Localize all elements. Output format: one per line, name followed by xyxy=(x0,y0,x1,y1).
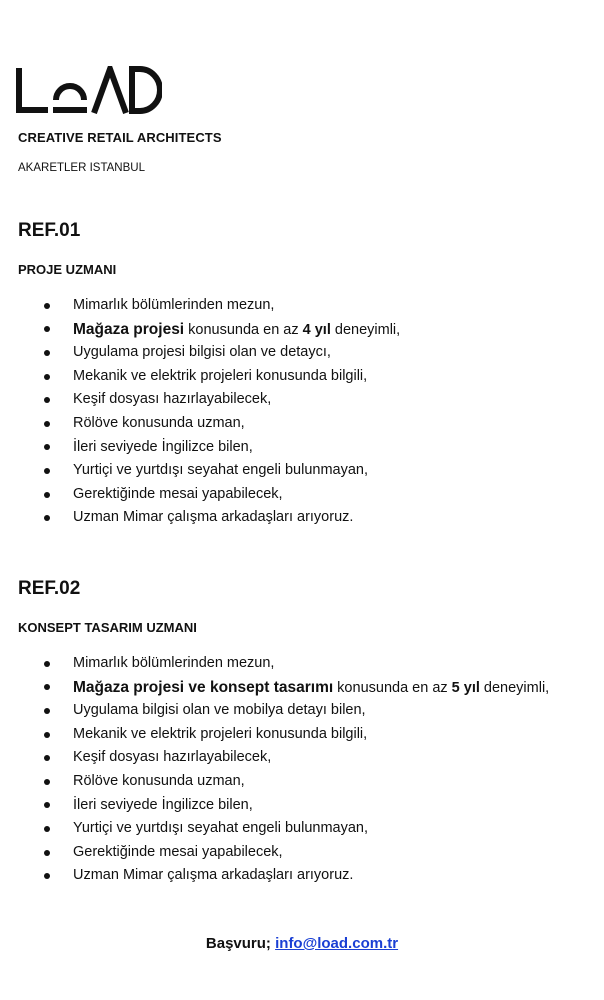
list-item-text: İleri seviyede İngilizce bilen, xyxy=(73,438,253,455)
list-item xyxy=(0,817,604,841)
list-item-text: Uygulama projesi bilgisi olan ve detaycı, xyxy=(73,344,331,361)
bullet-icon xyxy=(44,850,50,856)
list-item-text: Uzman Mimar çalışma arkadaşları arıyoruz. xyxy=(73,509,354,526)
company-name: CREATIVE RETAIL ARCHITECTS xyxy=(18,130,222,145)
apply-line xyxy=(0,935,604,952)
ref1-requirements-list xyxy=(0,294,604,530)
list-item xyxy=(0,652,604,676)
list-item xyxy=(0,746,604,770)
list-item-text: Keşif dosyası hazırlayabilecek, xyxy=(73,749,272,766)
bullet-icon xyxy=(44,826,50,832)
bullet-icon xyxy=(44,661,50,667)
bullet-icon xyxy=(44,468,50,474)
list-item xyxy=(0,506,604,530)
list-item-text: deneyimli, xyxy=(330,321,401,338)
bullet-icon xyxy=(44,444,50,450)
list-item xyxy=(0,794,604,818)
bullet-icon xyxy=(44,755,50,761)
bullet-icon xyxy=(44,873,50,879)
list-item-text: Mekanik ve elektrik projeleri konusunda bilgili, xyxy=(73,725,368,742)
list-item-text: deneyimli, xyxy=(479,679,550,696)
list-item xyxy=(0,412,604,436)
bullet-icon xyxy=(44,492,50,498)
list-item-text: İleri seviyede İngilizce bilen, xyxy=(73,796,253,813)
list-item-text: Yurtiçi ve yurtdışı seyahat engeli bulunmayan, xyxy=(73,820,368,837)
list-item-text: Mimarlık bölümlerinden mezun, xyxy=(73,297,275,313)
load-logo xyxy=(16,66,162,114)
list-item xyxy=(0,388,604,412)
bullet-icon xyxy=(44,326,50,332)
bullet-icon xyxy=(44,350,50,356)
company-location: AKARETLER ISTANBUL xyxy=(18,162,145,174)
list-item-text: Uzman Mimar çalışma arkadaşları arıyoruz. xyxy=(73,867,354,884)
list-item-text: Gerektiğinde mesai yapabilecek, xyxy=(73,485,283,502)
bullet-icon xyxy=(44,397,50,403)
list-item xyxy=(0,699,604,723)
list-item-text: Yurtiçi ve yurtdışı seyahat engeli bulunmayan, xyxy=(73,462,368,479)
list-item xyxy=(0,365,604,389)
ref2-requirements-list xyxy=(0,652,604,888)
list-item-text: Mimarlık bölümlerinden mezun, xyxy=(73,655,275,671)
bullet-icon xyxy=(44,802,50,808)
list-item xyxy=(0,723,604,747)
list-item xyxy=(0,841,604,865)
list-item xyxy=(0,341,604,365)
list-item-text: Mekanik ve elektrik projeleri konusunda bilgili, xyxy=(73,367,368,384)
bullet-icon xyxy=(44,515,50,521)
list-item-bold-text: Mağaza projesi ve konsept tasarımı xyxy=(73,678,334,696)
list-item xyxy=(0,318,604,342)
list-item-bold-text: 4 yıl xyxy=(302,321,331,338)
logo-letter-o-bar xyxy=(53,107,87,113)
ref1-title: PROJE UZMANI xyxy=(18,262,117,277)
list-item xyxy=(0,864,604,888)
bullet-icon xyxy=(44,374,50,380)
list-item-text: Rölöve konusunda uzman, xyxy=(73,772,245,789)
apply-label: Başvuru; xyxy=(205,935,271,952)
list-item xyxy=(0,436,604,460)
list-item-text: Gerektiğinde mesai yapabilecek, xyxy=(73,843,283,860)
apply-email-link[interactable]: info@load.com.tr xyxy=(275,935,399,952)
ref2-code: REF.02 xyxy=(18,578,81,599)
logo-letter-d xyxy=(132,69,160,111)
ref1-code: REF.01 xyxy=(18,220,81,241)
list-item xyxy=(0,294,604,318)
logo-letter-o xyxy=(56,86,84,100)
list-item xyxy=(0,459,604,483)
bullet-icon xyxy=(44,421,50,427)
list-item-text: Keşif dosyası hazırlayabilecek, xyxy=(73,391,272,408)
bullet-icon xyxy=(44,732,50,738)
list-item-text: konusunda en az xyxy=(184,321,303,338)
bullet-icon xyxy=(44,708,50,714)
logo-letter-a xyxy=(94,69,126,113)
list-item-text: Rölöve konusunda uzman, xyxy=(73,414,245,431)
list-item xyxy=(0,770,604,794)
list-item-bold-text: Mağaza projesi xyxy=(73,320,185,338)
ref2-title: KONSEPT TASARIM UZMANI xyxy=(18,620,197,635)
list-item-text: konusunda en az xyxy=(333,679,452,696)
list-item xyxy=(0,676,604,700)
bullet-icon xyxy=(44,303,50,309)
list-item-text: Uygulama bilgisi olan ve mobilya detayı bilen, xyxy=(73,702,366,719)
list-item xyxy=(0,483,604,507)
bullet-icon xyxy=(44,684,50,690)
list-item-bold-text: 5 yıl xyxy=(451,679,480,696)
bullet-icon xyxy=(44,779,50,785)
logo-letter-l xyxy=(19,68,48,110)
